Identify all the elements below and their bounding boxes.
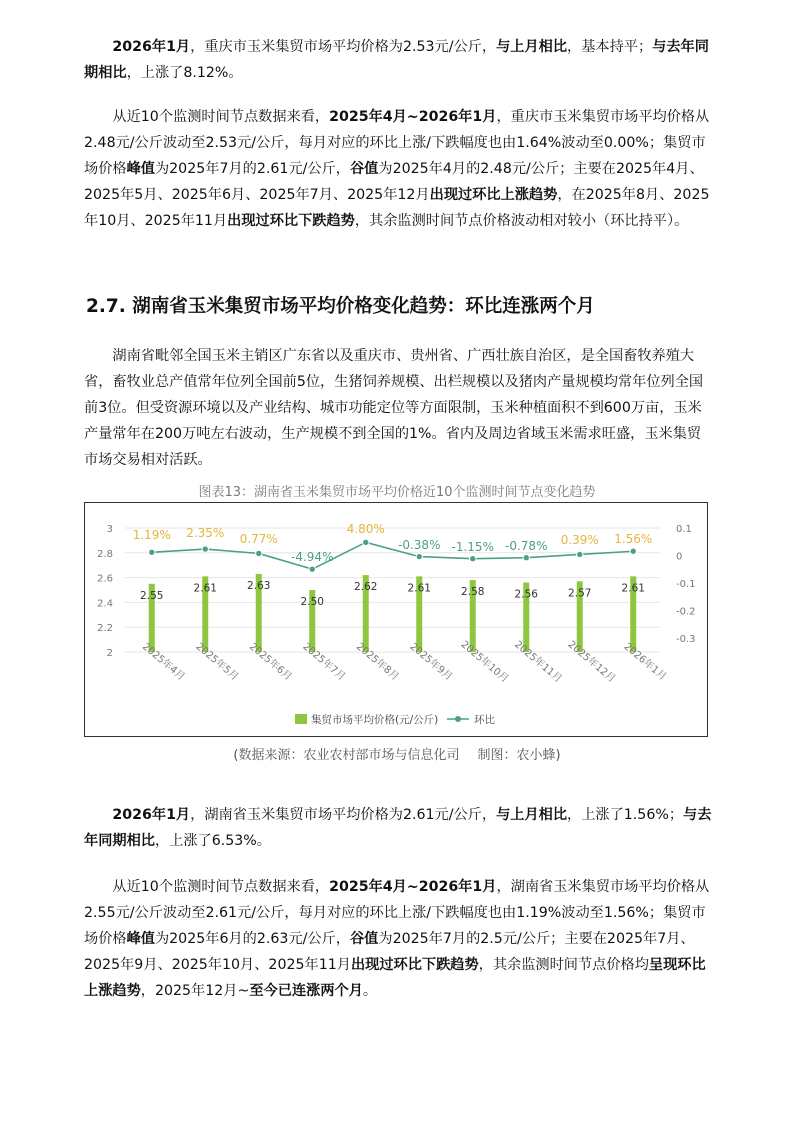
paragraph-hunan-intro: 湖南省毗邻全国玉米主销区广东省以及重庆市、贵州省、广西壮族自治区，是全国畜牧养殖大省，畜牧业总产值常年位列全国前5位，生猪饲养规模、出栏规模以及猪肉产量规模均常年位列全国前3位。但受资源环境以及产业结构、城市功能定位等方面限制，玉米种植面积不到600万亩，玉米产量常年在200万吨左右波动，生产规模不到全国的1%。省内及周边省域玉米需求旺盛，玉米集贸市场交易相对活跃。 xyxy=(84,348,704,468)
data-source-note: (数据来源：农业农村部市场与信息化司 制图：农小蜂) xyxy=(233,748,561,763)
mom-point xyxy=(202,546,208,552)
mom-value-label: 0.39% xyxy=(560,533,599,547)
bar-value-label: 2.50 xyxy=(300,596,324,608)
legend-bar-swatch xyxy=(295,714,307,724)
price-trend-chart xyxy=(84,502,708,737)
mom-value-label: 0.77% xyxy=(239,532,278,546)
x-axis-label: 2025年9月 xyxy=(407,641,455,683)
bar-value-label: 2.63 xyxy=(247,579,271,592)
legend-line-marker xyxy=(455,716,461,722)
x-axis-label: 2026年1月 xyxy=(621,641,669,683)
left-axis-tick: 2.6 xyxy=(97,573,113,585)
left-axis-tick: 2.2 xyxy=(97,623,113,635)
left-axis-tick: 3 xyxy=(106,524,113,535)
x-axis-label: 2025年11月 xyxy=(512,639,564,685)
right-axis-tick: -0.2 xyxy=(676,606,696,618)
mom-value-label: -1.15% xyxy=(451,540,494,554)
mom-value-label: 1.19% xyxy=(132,528,171,542)
mom-value-label: 1.56% xyxy=(614,532,653,546)
left-axis-tick: 2 xyxy=(106,648,113,659)
mom-point xyxy=(309,566,315,572)
x-axis-label: 2025年5月 xyxy=(193,641,241,683)
x-axis-label: 2025年8月 xyxy=(353,641,401,683)
right-axis-tick: 0 xyxy=(676,551,683,563)
right-axis-tick: 0.1 xyxy=(676,524,692,535)
chart-caption: 图表13：湖南省玉米集贸市场平均价格近10个监测时间节点变化趋势 xyxy=(198,485,596,500)
mom-point xyxy=(256,550,262,556)
mom-point xyxy=(630,548,636,554)
bar-value-label: 2.61 xyxy=(621,582,645,595)
mom-point xyxy=(577,551,583,557)
bar-value-label: 2.57 xyxy=(568,587,592,600)
bar-value-label: 2.56 xyxy=(514,588,538,601)
right-axis-tick: -0.1 xyxy=(676,579,696,591)
x-axis-label: 2025年10月 xyxy=(458,639,511,685)
mom-value-label: -0.38% xyxy=(398,538,441,552)
x-axis-label: 2025年7月 xyxy=(300,641,348,683)
bar-value-label: 2.62 xyxy=(354,581,378,594)
section-heading-hunan: 2.7. 湖南省玉米集贸市场平均价格变化趋势：环比连涨两个月 xyxy=(86,296,595,317)
paragraph-chongqing-trend: 从近10个监测时间节点数据来看，2025年4月~2026年1月，重庆市玉米集贸市场平均价格从2.48元/公斤波动至2.53元/公斤，每月对应的环比上涨/下跌幅度也由1.64%波动至0.00%；集贸市场价格峰值为2025年7月的2.61元/公斤，谷值为2025年4月的2.48元/公斤；主要在2025年4月、2025年5月、2025年6月、2025年7月、2025年12月出现过环比上涨趋势，在2025年8月、2025年10月、2025年11月出现过环比下跌趋势，其余监测时间节点价格波动相对较小（环比持平）。 xyxy=(84,109,710,229)
mom-value-label: 4.80% xyxy=(346,522,385,536)
mom-point xyxy=(523,555,529,561)
mom-point xyxy=(149,549,155,555)
mom-point xyxy=(363,539,369,545)
bar-value-label: 2.55 xyxy=(140,589,164,602)
paragraph-hunan-summary: 2026年1月，湖南省玉米集贸市场平均价格为2.61元/公斤，与上月相比，上涨了1.56%；与去年同期相比，上涨了6.53%。 xyxy=(84,807,712,849)
mom-point xyxy=(416,553,422,559)
bar-value-label: 2.58 xyxy=(461,586,485,599)
mom-point xyxy=(470,556,476,562)
legend-line-label: 环比 xyxy=(474,714,495,726)
x-axis-label: 2025年12月 xyxy=(565,639,618,685)
paragraph-chongqing-summary: 2026年1月，重庆市玉米集贸市场平均价格为2.53元/公斤，与上月相比，基本持平；与去年同期相比，上涨了8.12%。 xyxy=(84,39,709,81)
chart-svg xyxy=(85,503,707,736)
right-axis-tick: -0.3 xyxy=(676,634,696,646)
mom-value-label: -0.78% xyxy=(505,539,548,553)
paragraph-hunan-trend: 从近10个监测时间节点数据来看，2025年4月~2026年1月，湖南省玉米集贸市场平均价格从2.55元/公斤波动至2.61元/公斤，每月对应的环比上涨/下跌幅度也由1.19%波动至1.56%；集贸市场价格峰值为2025年6月的2.63元/公斤，谷值为2025年7月的2.5元/公斤；主要在2025年7月、2025年9月、2025年10月、2025年11月出现过环比下跌趋势，其余监测时间节点价格均呈现环比上涨趋势，2025年12月~至今已连涨两个月。 xyxy=(84,879,710,999)
x-axis-label: 2025年4月 xyxy=(139,641,187,683)
mom-value-label: 2.35% xyxy=(186,526,225,540)
left-axis-tick: 2.8 xyxy=(97,548,113,560)
left-axis-tick: 2.4 xyxy=(97,598,113,610)
bar-value-label: 2.61 xyxy=(193,582,217,595)
mom-value-label: -4.94% xyxy=(291,550,334,564)
bar-value-label: 2.61 xyxy=(407,582,431,595)
x-axis-label: 2025年6月 xyxy=(246,641,294,683)
legend-bar-label: 集贸市场平均价格(元/公斤) xyxy=(311,714,439,726)
